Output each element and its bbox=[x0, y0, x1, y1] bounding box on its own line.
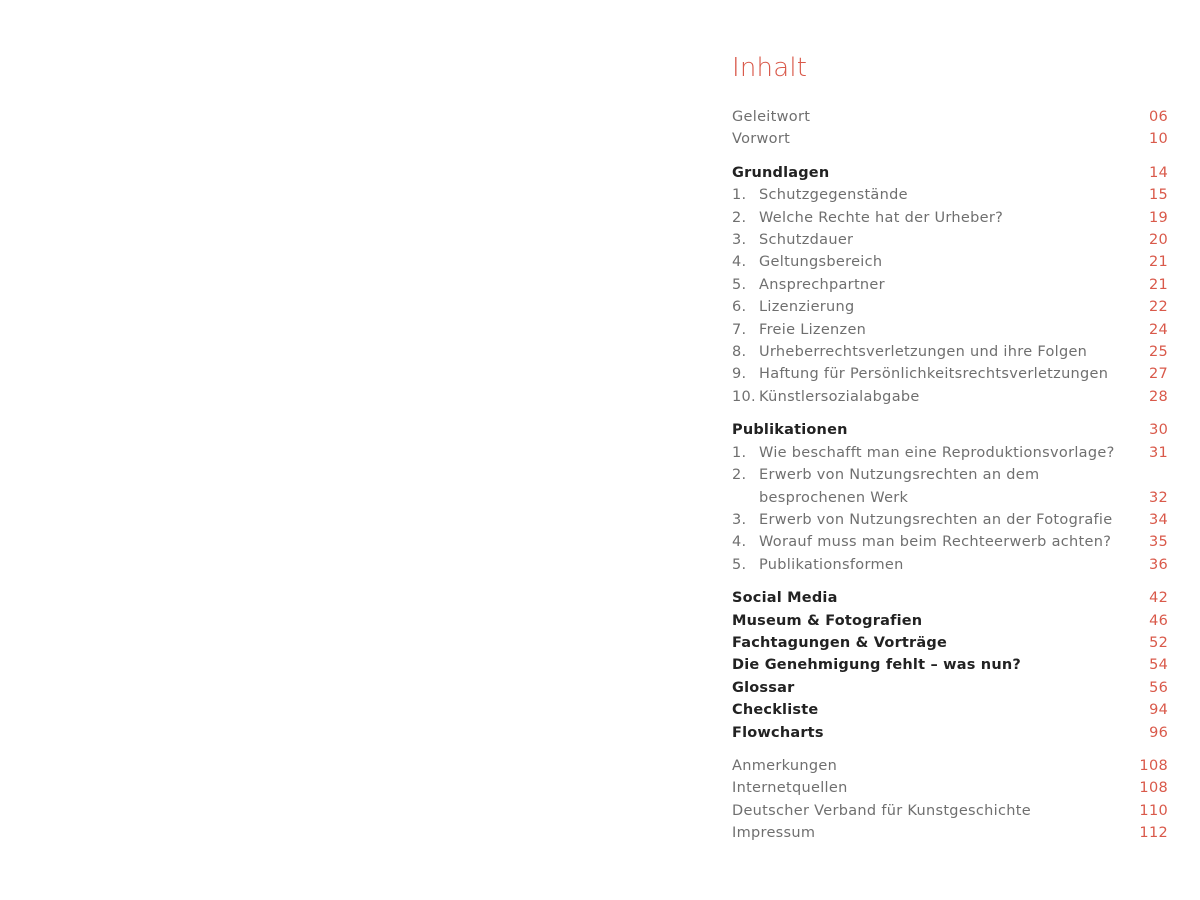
toc-page-number: 96 bbox=[1149, 724, 1168, 741]
toc-page-number: 46 bbox=[1149, 612, 1168, 629]
toc-chapter-label: Museum & Fotografien bbox=[732, 612, 923, 629]
toc-entry-anmerkungen[interactable] bbox=[732, 755, 1168, 777]
toc-page-number: 112 bbox=[1139, 825, 1168, 842]
toc-entry[interactable] bbox=[732, 251, 1168, 273]
toc-chapter-social-media[interactable] bbox=[732, 587, 1168, 609]
toc-entry-number: 3. bbox=[732, 511, 747, 528]
toc-entry-label: Geltungsbereich bbox=[759, 254, 883, 271]
toc-page-number: 21 bbox=[1148, 254, 1168, 271]
toc-chapter-museum-fotografien[interactable] bbox=[732, 610, 1168, 632]
toc-entry[interactable] bbox=[732, 296, 1168, 318]
toc-page-number: 19 bbox=[1148, 209, 1168, 226]
toc-entry-number: 7. bbox=[732, 321, 747, 338]
toc-entry-number: 1. bbox=[732, 444, 747, 461]
toc-entry-label: Anmerkungen bbox=[732, 757, 838, 774]
toc-page-number: 94 bbox=[1149, 702, 1168, 719]
toc-page-number: 15 bbox=[1148, 187, 1168, 204]
toc-page-number: 06 bbox=[1148, 109, 1168, 125]
toc-page-number: 21 bbox=[1148, 276, 1168, 293]
toc-entry-label: Schutzgegenstände bbox=[759, 187, 908, 204]
toc-chapter-glossar[interactable] bbox=[732, 677, 1168, 699]
toc-entry-label: Deutscher Verband für Kunstgeschichte bbox=[732, 802, 1031, 819]
toc-entry[interactable] bbox=[732, 229, 1168, 251]
toc-entry-number: 8. bbox=[732, 344, 747, 361]
toc-entry-label: Worauf muss man beim Rechteerwerb achten? bbox=[759, 534, 1112, 551]
toc-entry-label: Haftung für Persönlichkeitsrechtsverletzungen bbox=[759, 366, 1109, 383]
toc-chapter-label: Social Media bbox=[732, 590, 838, 607]
toc-entry-label: Vorwort bbox=[732, 131, 791, 148]
toc-entry-number: 4. bbox=[732, 534, 747, 551]
toc-chapter-flowcharts[interactable] bbox=[732, 722, 1168, 744]
toc-entry-label: Künstlersozialabgabe bbox=[759, 388, 920, 405]
toc-page-number: 32 bbox=[1148, 489, 1168, 506]
toc-page-number: 10 bbox=[1148, 131, 1168, 148]
toc-entry-label: Publikationsformen bbox=[759, 556, 904, 573]
toc-entry[interactable] bbox=[732, 363, 1168, 385]
toc-entry-label: Erwerb von Nutzungsrechten an dem besprochenen Werk bbox=[759, 467, 1040, 506]
toc-entry-label: Welche Rechte hat der Urheber? bbox=[759, 209, 1004, 226]
toc-page-number: 25 bbox=[1148, 344, 1168, 361]
toc-page-number: 31 bbox=[1148, 444, 1168, 461]
toc-entry-internetquellen[interactable] bbox=[732, 777, 1168, 799]
toc-page-number: 36 bbox=[1148, 556, 1168, 573]
toc-entry[interactable] bbox=[732, 442, 1168, 464]
toc-entry-number: 2. bbox=[732, 209, 747, 226]
toc-entry-number: 5. bbox=[732, 276, 747, 293]
toc-page-number: 27 bbox=[1148, 366, 1168, 383]
toc-entry[interactable] bbox=[732, 386, 1168, 408]
toc-chapter-label: Glossar bbox=[732, 679, 795, 696]
toc-entry-label: Impressum bbox=[732, 825, 816, 842]
toc-page-number: 108 bbox=[1139, 757, 1168, 774]
toc-entry[interactable] bbox=[732, 319, 1168, 341]
toc-entry[interactable] bbox=[732, 554, 1168, 576]
toc-page-number: 14 bbox=[1149, 164, 1168, 181]
toc-page-number: 20 bbox=[1148, 232, 1168, 249]
toc-entry-label: Erwerb von Nutzungsrechten an der Fotografie bbox=[759, 511, 1113, 528]
toc-page-number: 108 bbox=[1139, 780, 1168, 797]
toc-entry-label: Schutzdauer bbox=[759, 232, 854, 249]
toc-entry-vorwort[interactable] bbox=[732, 128, 1168, 150]
toc-entry-number: 2. bbox=[732, 467, 747, 484]
toc-entry-label: Ansprechpartner bbox=[759, 276, 885, 293]
toc-entry-verband[interactable] bbox=[732, 800, 1168, 822]
toc-page-number: 30 bbox=[1149, 422, 1168, 439]
toc-title: Inhalt bbox=[732, 53, 808, 83]
toc-entry-geleitwort[interactable] bbox=[732, 106, 1168, 128]
toc-entry-label: Freie Lizenzen bbox=[759, 321, 867, 338]
toc-entry-number: 6. bbox=[732, 299, 747, 316]
toc-entry-label: Urheberrechtsverletzungen und ihre Folgen bbox=[759, 344, 1088, 361]
toc-chapter-checkliste[interactable] bbox=[732, 699, 1168, 721]
toc-entry-number: 3. bbox=[732, 232, 747, 249]
toc-back-group bbox=[732, 755, 1168, 845]
toc-publikationen-group bbox=[732, 419, 1168, 576]
toc-entry-number: 1. bbox=[732, 187, 747, 204]
toc-entry-number: 5. bbox=[732, 556, 747, 573]
toc-entry[interactable] bbox=[732, 274, 1168, 296]
toc-page-number: 56 bbox=[1149, 679, 1168, 696]
toc-chapter-label: Flowcharts bbox=[732, 724, 824, 741]
toc-entry[interactable] bbox=[732, 341, 1168, 363]
toc-entry[interactable] bbox=[732, 509, 1168, 531]
toc-entry[interactable] bbox=[732, 531, 1168, 553]
toc-entry-label: Wie beschafft man eine Reproduktionsvorlage? bbox=[759, 444, 1115, 461]
toc-entry-number: 4. bbox=[732, 254, 747, 271]
toc-chapter-genehmigung[interactable] bbox=[732, 654, 1168, 676]
toc-page-number: 52 bbox=[1149, 634, 1168, 651]
table-of-contents bbox=[732, 52, 1168, 856]
toc-entry-label: Internetquellen bbox=[732, 780, 848, 797]
toc-chapters-group bbox=[732, 587, 1168, 744]
toc-entry-label: Lizenzierung bbox=[759, 299, 855, 316]
toc-grundlagen-group bbox=[732, 162, 1168, 408]
toc-chapter-label: Fachtagungen & Vorträge bbox=[732, 634, 947, 651]
toc-page-number: 24 bbox=[1148, 321, 1168, 338]
toc-chapter-fachtagungen[interactable] bbox=[732, 632, 1168, 654]
toc-entry[interactable] bbox=[732, 184, 1168, 206]
toc-page-number: 34 bbox=[1148, 511, 1168, 528]
toc-chapter-label: Die Genehmigung fehlt – was nun? bbox=[732, 657, 1021, 674]
toc-page-number: 22 bbox=[1148, 299, 1168, 316]
toc-page-number: 54 bbox=[1149, 657, 1168, 674]
toc-chapter-grundlagen[interactable] bbox=[732, 162, 1168, 184]
toc-entry-label: Geleitwort bbox=[732, 109, 811, 125]
toc-entry[interactable] bbox=[732, 464, 1168, 509]
toc-chapter-publikationen[interactable] bbox=[732, 419, 1168, 441]
toc-page-number: 110 bbox=[1139, 802, 1168, 819]
toc-page-number: 28 bbox=[1148, 388, 1168, 405]
toc-front-group bbox=[732, 106, 1168, 151]
toc-chapter-label: Checkliste bbox=[732, 702, 819, 719]
toc-page-number: 35 bbox=[1148, 534, 1168, 551]
toc-chapter-label: Publikationen bbox=[732, 422, 848, 439]
toc-entry-impressum[interactable] bbox=[732, 822, 1168, 844]
toc-entry-number: 10. bbox=[732, 388, 756, 405]
toc-entry[interactable] bbox=[732, 207, 1168, 229]
toc-page-number: 42 bbox=[1149, 590, 1168, 607]
toc-entry-number: 9. bbox=[732, 366, 747, 383]
toc-chapter-label: Grundlagen bbox=[732, 164, 830, 181]
